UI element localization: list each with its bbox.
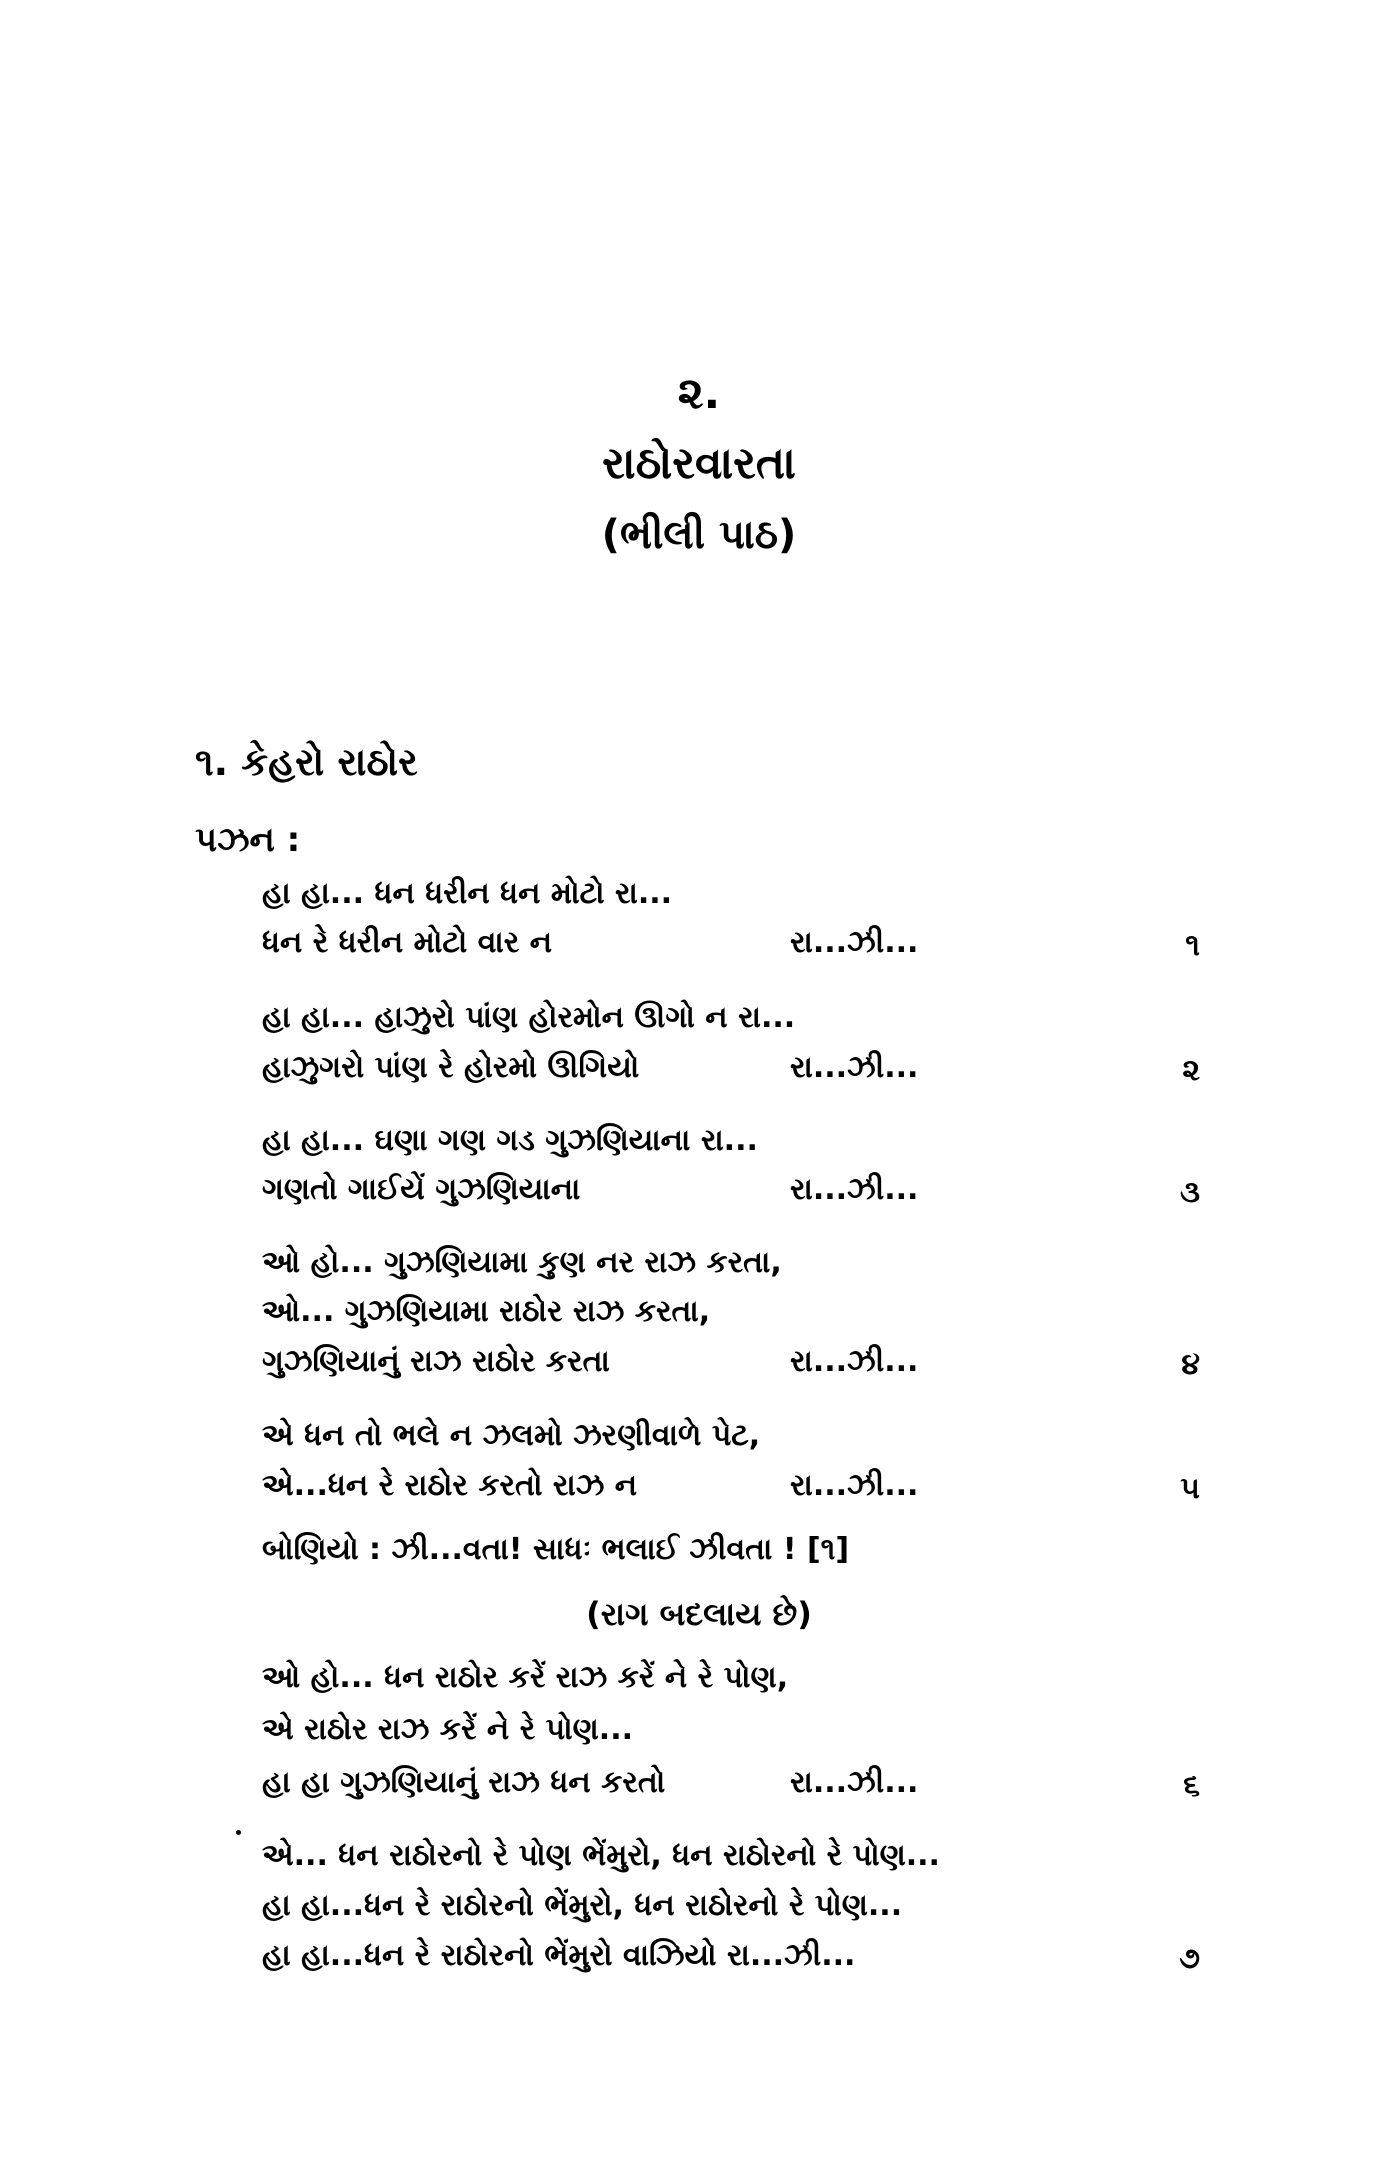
verse-refrain: રા...ઝી...: [790, 1468, 919, 1503]
verse-line: હા હા ગુઝણિયાનું રાઝ ધન કરતો: [262, 1765, 666, 1800]
raga-change-note: (રાગ બદલાય છે): [586, 1595, 812, 1633]
verse-refrain: રા...ઝી...: [790, 1344, 919, 1379]
verse-line: ઓ હો... ધન રાઠોર કરેં રાઝ કરેં ને રે પોણ,: [262, 1660, 789, 1695]
stray-dot-mark: [236, 1830, 241, 1835]
verse-number: ૩: [1180, 1175, 1200, 1210]
verse-line: હા હા...ધન રે રાઠોરનો ભેંમુરો વાઝિયો રા...ઝી...: [262, 1938, 856, 1973]
verse-refrain: રા...ઝી...: [790, 1172, 919, 1207]
verse-line: ગણતો ગાઈયેં ગુઝણિયાના: [262, 1172, 581, 1207]
verse-line: ગુઝણિયાનું રાઝ રાઠોર કરતા: [262, 1344, 610, 1379]
verse-refrain: રા...ઝી...: [790, 1050, 919, 1085]
verse-line: ઓ... ગુઝણિયામા રાઠોર રાઝ કરતા,: [262, 1294, 711, 1329]
verse-number: ૧: [1185, 928, 1200, 963]
verse-line: હા હા... ઘણા ગણ ગડ ગુઝણિયાના રા...: [262, 1123, 758, 1158]
verse-number: ૫: [1180, 1471, 1200, 1506]
verse-number: ૪: [1181, 1347, 1200, 1382]
verse-line: એ રાઠોર રાઝ કરેં ને રે પોણ...: [262, 1712, 633, 1747]
chapter-subtitle: (ભીલી પાઠ): [601, 512, 797, 558]
verse-line: એ... ધન રાઠોરનો રે પોણ ભેંમુરો, ધન રાઠોરનો રે પોણ...: [262, 1838, 940, 1873]
verse-line: હાઝુગરો પાંણ રે હોરમો ઊગિયો: [262, 1050, 640, 1085]
verse-line: હા હા... હાઝુરો પાંણ હોરમોન ઊગો ન રા...: [262, 1000, 796, 1035]
verse-number: ૭: [1179, 1941, 1200, 1976]
chorus-line: બોણિયો : ઝી...વતા! સાધઃ ભલાઈ ઝીવતા ! [૧]: [262, 1532, 850, 1567]
verse-number: ૬: [1183, 1768, 1200, 1803]
verse-refrain: રા...ઝી...: [790, 1765, 919, 1800]
verse-refrain: રા...ઝી...: [790, 925, 919, 960]
chapter-title: રાઠોરવારતા: [602, 438, 796, 489]
verse-line: એ...ધન રે રાઠોર કરતો રાઝ ન: [262, 1468, 638, 1503]
section-heading: ૧. કેહરો રાઠોર: [195, 740, 418, 784]
section-label: પઝન :: [195, 820, 301, 860]
chapter-number: ૨.: [677, 368, 721, 419]
verse-line: હા હા...ધન રે રાઠોરનો ભેંમુરો, ધન રાઠોરનો રે પોણ...: [262, 1888, 903, 1923]
verse-line: ઓ હો... ગુઝણિયામા કુણ નર રાઝ કરતા,: [262, 1245, 782, 1280]
verse-line: ધન રે ધરીન મોટો વાર ન: [262, 925, 553, 960]
verse-line: એ ધન તો ભલે ન ઝલમો ઝરણીવાળે પેટ,: [262, 1418, 761, 1453]
verse-number: ૨: [1182, 1053, 1200, 1088]
verse-line: હા હા... ધન ધરીન ધન મોટો રા...: [262, 876, 673, 911]
